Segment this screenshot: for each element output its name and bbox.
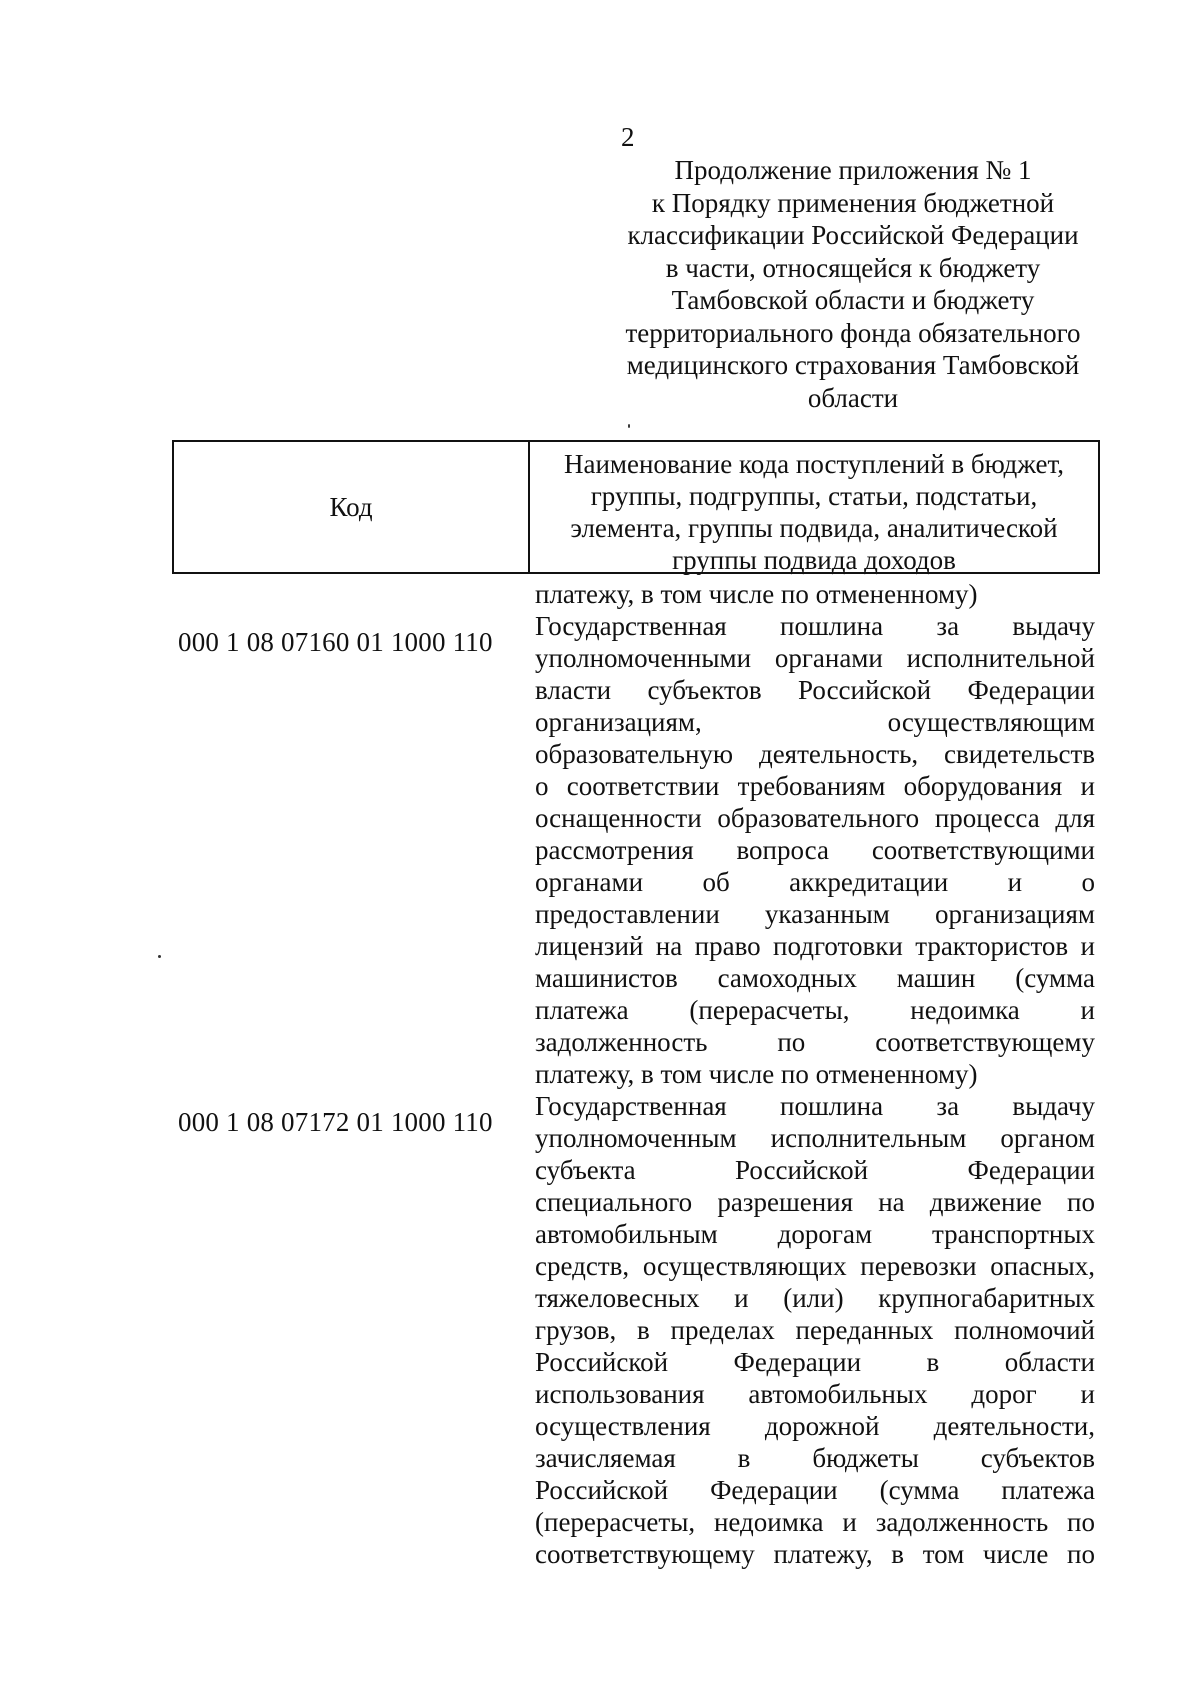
description-line: машинистов самоходных машин (сумма (535, 963, 1095, 993)
description-line: власти субъектов Российской Федерации (535, 675, 1095, 705)
description-line: автомобильным дорогам транспортных (535, 1219, 1095, 1249)
description-line: Государственная пошлина за выдачу (535, 1091, 1095, 1121)
description-line: оснащенности образовательного процесса для (535, 803, 1095, 833)
description-line: тяжеловесных и (или) крупногабаритных (535, 1283, 1095, 1313)
column-header-name-line: группы, подгруппы, статьи, подстатьи, (590, 481, 1038, 511)
description-line: образовательную деятельность, свидетельств (535, 739, 1095, 769)
description-line: лицензий на право подготовки трактористов и (535, 931, 1095, 961)
appendix-header-line: медицинского страхования Тамбовской (626, 350, 1080, 380)
description-line: осуществления дорожной деятельности, (535, 1411, 1095, 1441)
description-line: специального разрешения на движение по (535, 1187, 1095, 1217)
description-line: грузов, в пределах переданных полномочий (535, 1315, 1095, 1345)
description-line: о соответствии требованиям оборудования и (535, 771, 1095, 801)
description-line: уполномоченными органами исполнительной (535, 643, 1095, 673)
description-line: задолженность по соответствующему (535, 1027, 1095, 1057)
appendix-header-line: классификации Российской Федерации (627, 220, 1079, 250)
description-line: Российской Федерации (сумма платежа (535, 1475, 1095, 1505)
description-line: соответствующему платежу, в том числе по (535, 1539, 1095, 1569)
column-header-code-label: Код (329, 491, 373, 522)
description-line: рассмотрения вопроса соответствующими (535, 835, 1095, 865)
appendix-header-line: области (807, 382, 899, 413)
appendix-header-line: территориального фонда обязательного (625, 317, 1081, 348)
description-line: Государственная пошлина за выдачу (535, 611, 1095, 641)
description-line: уполномоченным исполнительным органом (535, 1123, 1095, 1153)
description-line: средств, осуществляющих перевозки опасных, (535, 1251, 1095, 1281)
description-line: (перерасчеты, недоимка и задолженность по (535, 1507, 1095, 1537)
appendix-header-line: в части, относящейся к бюджету (665, 252, 1041, 283)
scan-speck (628, 424, 630, 428)
description-line: Российской Федерации в области (535, 1347, 1095, 1377)
column-header-name-line: элемента, группы подвида, аналитической (570, 513, 1058, 543)
appendix-header (608, 154, 1098, 414)
table-header (172, 440, 1100, 574)
description-line: платежу, в том числе по отмененному) (535, 1059, 978, 1089)
scan-speck (158, 955, 161, 958)
carryover-description (535, 578, 1095, 610)
description-line: использования автомобильных дорог и (535, 1379, 1095, 1409)
appendix-header-line: Продолжение приложения № 1 (674, 155, 1032, 185)
description-line: органами об аккредитации и о (535, 867, 1095, 897)
description-line: платежу, в том числе по отмененному) (535, 579, 978, 609)
description-line: предоставлении указанным организациям (535, 899, 1095, 929)
appendix-header-line: к Порядку применения бюджетной (651, 187, 1055, 218)
description-line: субъекта Российской Федерации (535, 1155, 1095, 1185)
description-line: зачисляемая в бюджеты субъектов (535, 1443, 1095, 1473)
row-code: 000 1 08 07172 01 1000 110 (178, 1107, 493, 1137)
description-line: организациям, осуществляющим (535, 707, 1095, 737)
row-description (535, 1090, 1095, 1570)
description-line: платежа (перерасчеты, недоимка и (535, 995, 1095, 1025)
row-description (535, 610, 1095, 1090)
column-header-name-line: Наименование кода поступлений в бюджет, (563, 449, 1065, 479)
column-header-name (530, 442, 1098, 575)
page-number: 2 (621, 122, 635, 152)
appendix-header-line: Тамбовской области и бюджету (671, 285, 1035, 315)
column-header-name-line: группы подвида доходов (672, 545, 956, 575)
row-code: 000 1 08 07160 01 1000 110 (178, 627, 493, 657)
column-header-code (174, 442, 530, 572)
